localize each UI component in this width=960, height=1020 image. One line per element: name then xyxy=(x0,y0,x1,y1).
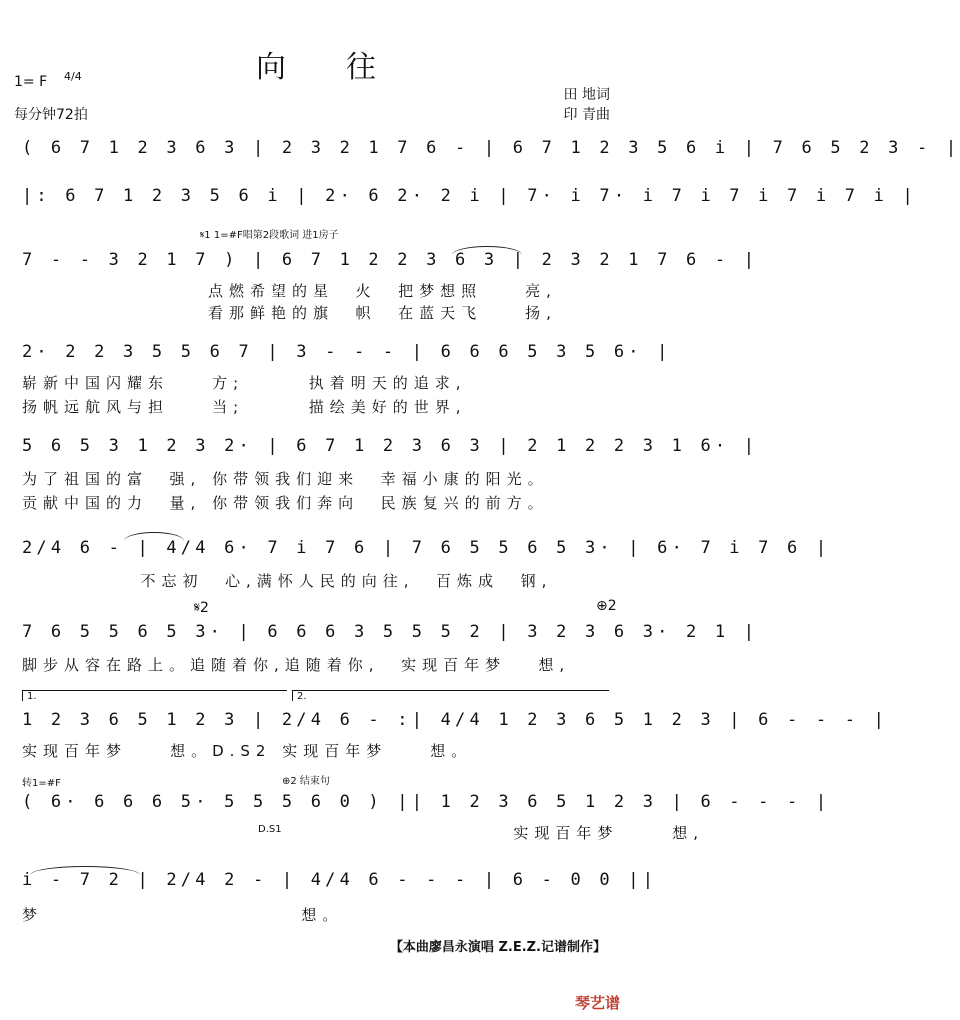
lyric-verse-2: 扬帆远航风与担 当; 描绘美好的世界, xyxy=(22,398,467,416)
song-title: 向往 xyxy=(256,50,436,85)
lyricist-credit: 田 地词 xyxy=(563,87,610,103)
site-logo[interactable]: 琴艺谱 xyxy=(574,994,620,1012)
volta-2-bracket xyxy=(292,690,609,701)
score-system-10 xyxy=(22,870,658,930)
ds1-marking: D.S1 xyxy=(258,824,282,835)
score-system-2 xyxy=(22,186,917,226)
lyric-verse-1: 崭新中国闪耀东 方; 执着明天的追求, xyxy=(22,374,467,392)
lyric-verse-1: 点燃希望的星 火 把梦想照 亮, xyxy=(208,282,557,300)
notation-line: 1 2 3 6 5 1 2 3 | 2/4 6 - :| 4/4 1 2 3 6 5 1 2 3 | 6 - - - | xyxy=(22,710,889,730)
volta-1-label: 1. xyxy=(27,691,37,702)
score-system-8 xyxy=(22,710,889,770)
performer-credit: 【本曲廖昌永演唱 Z.E.Z.记谱制作】 xyxy=(389,940,606,955)
segno-2-sign: 𝄋2 xyxy=(194,600,209,616)
notation-line: i - 7 2 | 2/4 2 - | 4/4 6 - - - | 6 - 0 0 || xyxy=(22,870,658,890)
volta-1-bracket xyxy=(22,690,287,701)
notation-line: 7 6 5 5 6 5 3· | 6 6 6 3 5 5 5 2 | 3 2 3 6 3· 2 1 | xyxy=(22,622,759,642)
tempo-marking: 每分钟72拍 xyxy=(14,107,88,123)
notation-line: ( 6· 6 6 6 5· 5 5 5 6 0 ) || 1 2 3 6 5 1 2 3 | 6 - - - | xyxy=(22,792,831,812)
time-signature: 4/4 xyxy=(64,70,82,83)
score-system-3 xyxy=(22,250,759,322)
notation-line: 2· 2 2 3 5 5 6 7 | 3 - - - | 6 6 6 5 3 5 6· | xyxy=(22,342,672,362)
notation-line: 5 6 5 3 1 2 3 2· | 6 7 1 2 3 6 3 | 2 1 2 2 3 1 6· | xyxy=(22,436,759,456)
score-system-6 xyxy=(22,538,831,598)
segno-instruction: 𝄋1 1=#F唱第2段歌词 进1房子 xyxy=(200,230,339,241)
key-signature: 1= F xyxy=(14,74,48,90)
score-system-1 xyxy=(22,138,960,178)
notation-line: 2/4 6 - | 4/4 6· 7 i 7 6 | 7 6 5 5 6 5 3· | 6· 7 i 7 6 | xyxy=(22,538,831,558)
score-system-7 xyxy=(22,622,759,682)
score-system-4 xyxy=(22,342,672,422)
lyric-final: 梦 想。 xyxy=(22,906,344,924)
lyric-verse-2: 看那鲜艳的旗 帜 在蓝天飞 扬, xyxy=(208,304,557,322)
lyric-verse-2: 贡献中国的力 量, 你带领我们奔向 民族复兴的前方。 xyxy=(22,494,549,512)
phrase-slur xyxy=(452,246,522,255)
modulation-marking: 转1=#F xyxy=(22,778,61,789)
coda-sign: ⊕2 xyxy=(596,598,617,614)
lyric-refrain: 不忘初 心,满怀人民的向往, 百炼成 钢, xyxy=(22,572,553,590)
lyric-verse-1: 为了祖国的富 强, 你带领我们迎来 幸福小康的阳光。 xyxy=(22,470,549,488)
composer-credit: 印 青曲 xyxy=(563,107,610,123)
lyric-ending: 实现百年梦 想。D.S2 实现百年梦 想。 xyxy=(22,742,473,760)
phrase-slur xyxy=(30,866,140,875)
phrase-slur xyxy=(124,532,184,541)
score-system-9 xyxy=(22,792,831,852)
volta-2-label: 2. xyxy=(297,691,307,702)
lyric-coda: 实现百年梦 想, xyxy=(298,824,704,842)
lyric-refrain: 脚步从容在路上。追随着你,追随着你, 实现百年梦 想, xyxy=(22,656,571,674)
notation-line: ( 6 7 1 2 3 6 3 | 2 3 2 1 7 6 - | 6 7 1 2 3 5 6 i | 7 6 5 2 3 - | xyxy=(22,138,960,158)
notation-line: |: 6 7 1 2 3 5 6 i | 2· 6 2· 2 i | 7· i 7· i 7 i 7 i 7 i 7 i | xyxy=(22,186,917,206)
score-system-5 xyxy=(22,436,759,516)
coda-ending-label: ⊕2 结束句 xyxy=(282,776,330,787)
notation-line: 7 - - 3 2 1 7 ) | 6 7 1 2 2 3 6 3 | 2 3 2 1 7 6 - | xyxy=(22,250,759,270)
